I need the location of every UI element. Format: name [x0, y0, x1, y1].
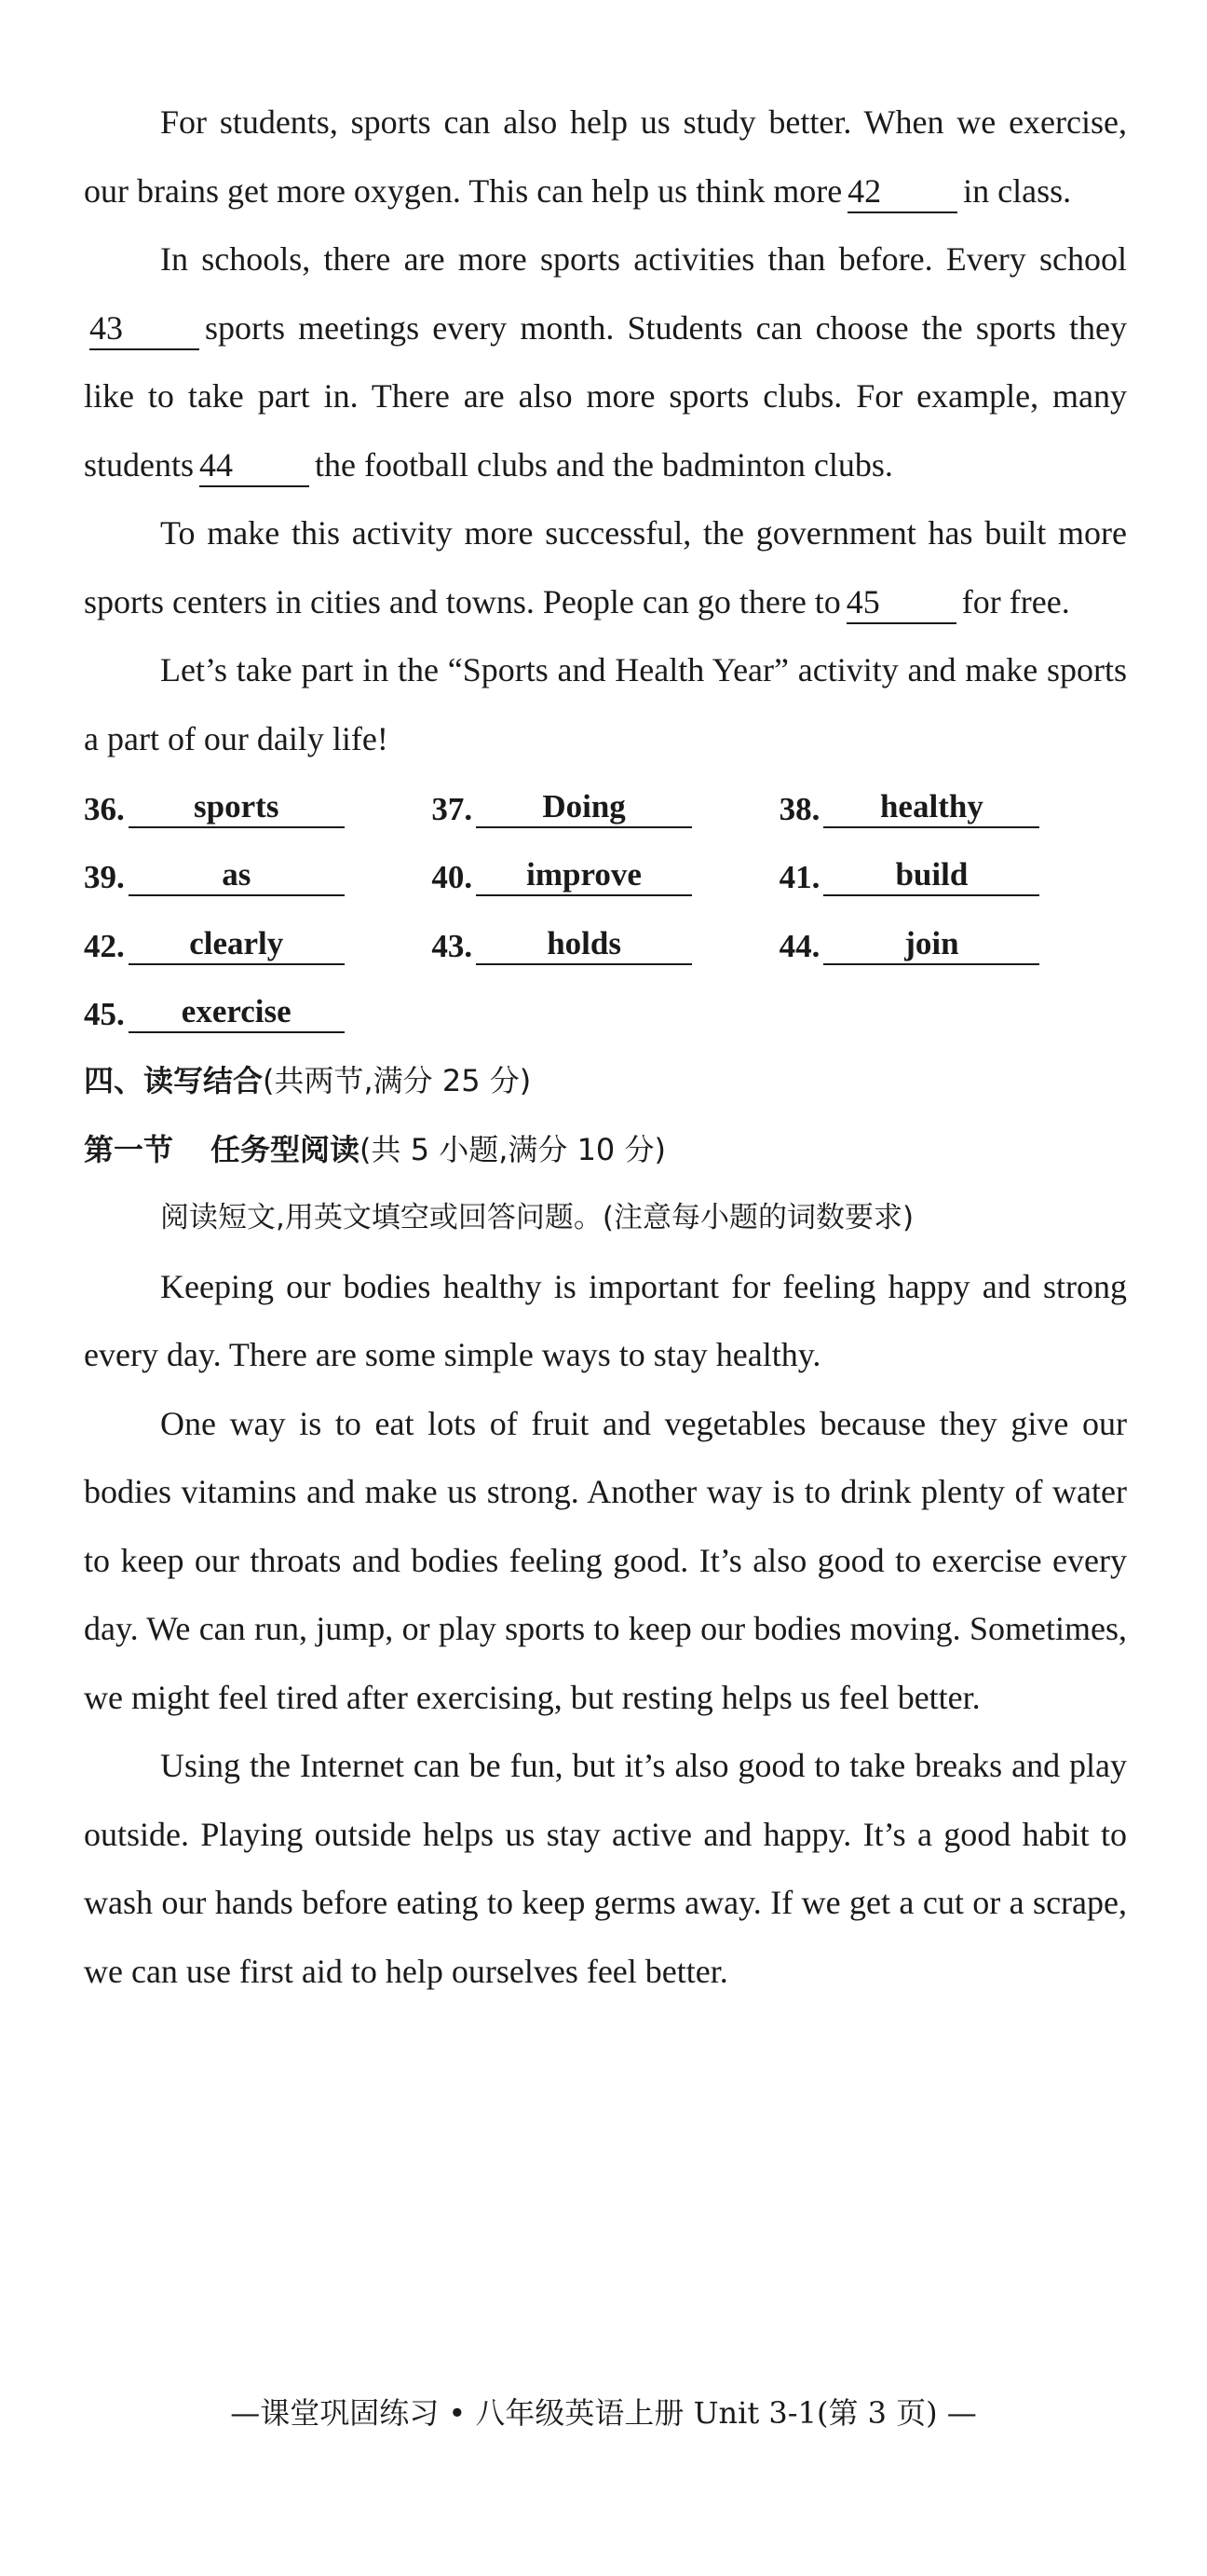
answer-item: 45. exercise: [84, 992, 438, 1033]
worksheet-page: [84, 89, 1127, 2006]
blank-43: 43: [89, 307, 199, 350]
blank-45: 45: [847, 581, 956, 624]
blank-44: 44: [199, 444, 309, 487]
passage-paragraph: Keeping our bodies healthy is important for feeling happy and strong every day. There are some simple ways to stay healthy.: [84, 1267, 1127, 1373]
section-heading: 四、读写结合(共两节,满分 25 分): [84, 1063, 532, 1098]
answer-item: 43. holds: [431, 924, 779, 965]
answer-item: 36. sports: [84, 787, 431, 828]
passage-paragraph: Let’s take part in the “Sports and Health Year” activity and make sports a part of our daily life!: [84, 651, 1127, 757]
answer-key: [84, 773, 1127, 1047]
answer-row: [84, 979, 1127, 1048]
answer-row: [84, 842, 1127, 911]
passage-paragraph: Using the Internet can be fun, but it’s also good to take breaks and play outside. Playing outside helps us stay active and happy. It’s a good habit to wash our hands before eating to keep germs away. If we get a cut or a scrape, we can use first aid to help ourselves feel better.: [84, 1747, 1127, 1990]
passage-paragraph: To make this activity more successful, the government has built more sports centers in cities and towns. People can go there to 45 for free.: [84, 499, 1127, 636]
passage-paragraph: In schools, there are more sports activities than before. Every school43 sports meetings every month. Students can choose the sports they like to take part in. There are also more sports clubs. For example, many students 44 the football clubs and the badminton clubs.: [84, 225, 1127, 499]
answer-item: 42. clearly: [84, 924, 431, 965]
answer-item: 44. join: [780, 924, 1127, 965]
passage-paragraph: For students, sports can also help us study better. When we exercise, our brains get more oxygen. This can help us think more 42 in class.: [84, 89, 1127, 225]
blank-42: 42: [848, 170, 957, 213]
answer-item: 39. as: [84, 855, 431, 896]
answer-row: [84, 773, 1127, 842]
part-heading: 第一节 任务型阅读(共 5 小题,满分 10 分): [84, 1131, 666, 1167]
answer-row: [84, 910, 1127, 979]
answer-item: 37. Doing: [431, 787, 779, 828]
page-footer: —课堂巩固练习 • 八年级英语上册 Unit 3-1(第 3 页) —: [230, 2395, 977, 2431]
answer-item: 40. improve: [431, 855, 779, 896]
passage-paragraph: One way is to eat lots of fruit and vegetables because they give our bodies vitamins and make us strong. Another way is to drink plenty of water to keep our throats and bodies feeling good. It’s also good to exercise every day. We can run, jump, or play sports to keep our bodies moving. Sometimes, we might feel tired after exercising, but resting helps us feel better.: [84, 1404, 1127, 1716]
answer-item: 38. healthy: [780, 787, 1127, 828]
instruction-text: 阅读短文,用英文填空或回答问题。(注意每小题的词数要求): [160, 1201, 915, 1234]
answer-item: 41. build: [780, 855, 1127, 896]
